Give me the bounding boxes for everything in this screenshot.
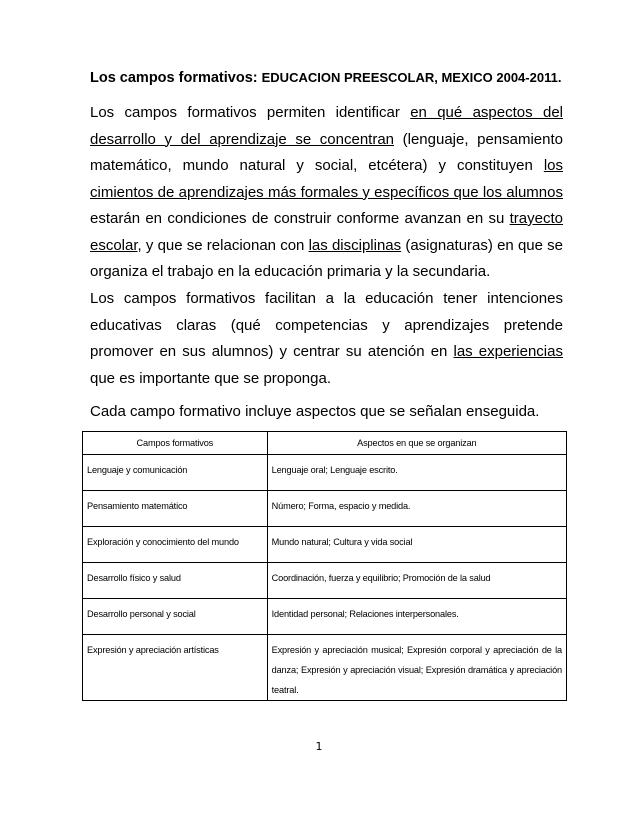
paragraph-1	[90, 100, 563, 286]
table-cell-aspectos: Expresión y apreciación musical; Expresión corporal y apreciación de la danza; Expresión y apreciación visual; Expresión dramática y apreciación teatral.	[267, 635, 566, 701]
table-row	[83, 599, 567, 635]
table-header-aspectos: Aspectos en que se organizan	[267, 432, 566, 455]
underlined-text: trayecto escolar	[90, 210, 563, 254]
table-row	[83, 491, 567, 527]
paragraph-text: (asignaturas) en que se organiza el trabajo en la educación primaria y la secundaria.	[90, 236, 563, 280]
paragraph-3: Cada campo formativo incluye aspectos que se señalan enseguida.	[90, 403, 540, 420]
table-cell-aspectos: Lenguaje oral; Lenguaje escrito.	[267, 455, 566, 491]
title-main: Los campos formativos:	[90, 70, 258, 86]
table-cell-aspectos: Mundo natural; Cultura y vida social	[267, 527, 566, 563]
underlined-text: las disciplinas	[308, 236, 402, 254]
table-row	[83, 563, 567, 599]
paragraph-text: estarán en condiciones de construir conforme avanzan en su	[90, 210, 510, 227]
table-cell-aspectos: Coordinación, fuerza y equilibrio; Promoción de la salud	[267, 563, 566, 599]
title-subtitle: EDUCACION PREESCOLAR, MEXICO 2004-2011.	[261, 70, 562, 85]
underlined-text: en qué aspectos del desarrollo y del aprendizaje se concentran	[90, 104, 563, 148]
page-number: 1	[315, 740, 323, 753]
table-cell-campo: Pensamiento matemático	[83, 491, 268, 527]
paragraph-text: Los campos formativos facilitan a la educación tener intenciones educativas claras (qué competencias y aprendizajes pretende promover en sus alumnos) y centrar su atención en	[90, 290, 563, 360]
table-header-campos: Campos formativos	[83, 432, 268, 455]
paragraph-text: que es importante que se proponga.	[90, 369, 332, 387]
table-cell-campo: Lenguaje y comunicación	[83, 455, 268, 491]
table-cell-campo: Exploración y conocimiento del mundo	[83, 527, 268, 563]
table-cell-campo: Expresión y apreciación artísticas	[83, 635, 268, 701]
table-cell-aspectos: Número; Forma, espacio y medida.	[267, 491, 566, 527]
paragraph-text: Los campos formativos permiten identificar	[90, 104, 411, 121]
paragraph-text: (lenguaje, pensamiento matemático, mundo natural y social, etcétera) y constituyen	[90, 130, 563, 174]
table-row	[83, 455, 567, 491]
underlined-text: los cimientos de aprendizajes más formales y específicos que los alumnos	[90, 157, 563, 201]
table-cell-campo: Desarrollo físico y salud	[83, 563, 268, 599]
paragraph-text: , y que se relacionan con	[137, 236, 309, 254]
table-cell-aspectos: Identidad personal; Relaciones interpersonales.	[267, 599, 566, 635]
paragraph-2	[90, 286, 563, 392]
underlined-text: las experiencias	[453, 343, 563, 360]
table-row	[83, 527, 567, 563]
table-row	[83, 635, 567, 701]
campos-table	[82, 431, 567, 701]
document-title	[90, 70, 561, 86]
table-header-row	[83, 432, 567, 455]
table-cell-campo: Desarrollo personal y social	[83, 599, 268, 635]
